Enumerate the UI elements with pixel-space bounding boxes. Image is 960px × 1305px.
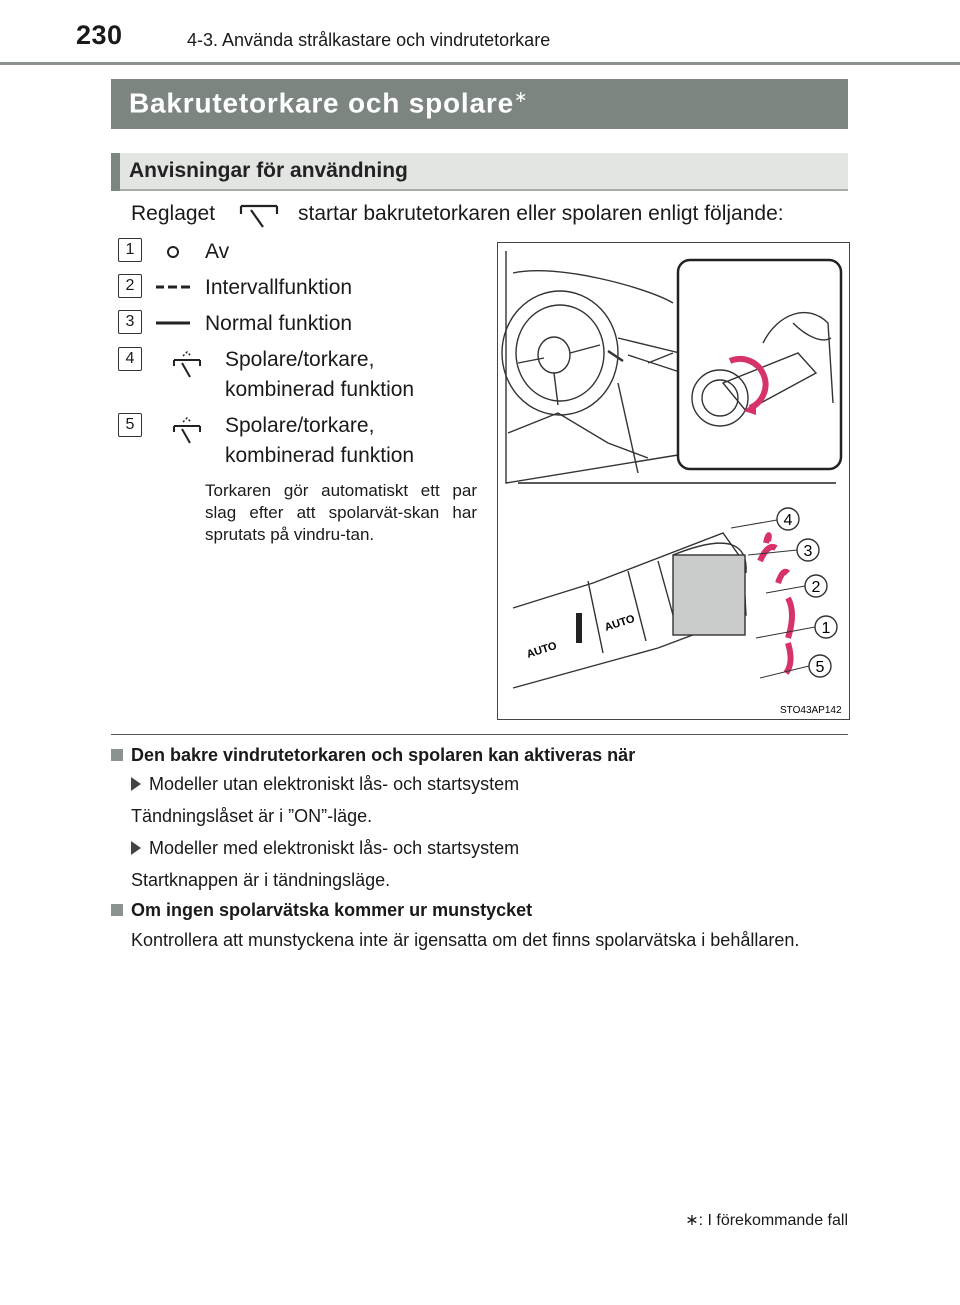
title-asterisk: ∗	[513, 89, 529, 106]
callout-3: 3	[803, 543, 813, 560]
item-label-5-line2: kombinerad funktion	[225, 444, 415, 467]
item-label-1: Av	[205, 240, 230, 263]
direction-arrows	[760, 547, 792, 673]
section-heading-2-text: Om ingen spolarvätska kommer ur munstycket	[131, 900, 533, 920]
bullet-1-detail: Tändningslåset är i ”ON”-läge.	[131, 806, 373, 826]
running-head: 4-3. Använda strålkastare och vindrutetorkare	[187, 30, 551, 50]
dashboard-drawing	[502, 251, 698, 483]
washer-wiper-icon	[171, 416, 203, 448]
subsection-bar	[111, 153, 848, 191]
page-number: 230	[76, 20, 123, 50]
section-heading-1-text: Den bakre vindrutetorkaren och spolaren kan aktiveras när	[131, 745, 636, 765]
rear-wiper-icon	[237, 200, 281, 230]
section-title-bar	[111, 79, 848, 129]
heading-square-icon	[111, 904, 123, 916]
dashed-line-icon	[154, 282, 192, 292]
washer-wiper-icon	[171, 350, 203, 382]
footnote-text: : I förekommande fall	[698, 1212, 848, 1229]
subsection-title: Anvisningar för användning	[129, 159, 408, 182]
bullet-2-text: Modeller med elektroniskt lås- och startsystem	[149, 838, 520, 858]
callout-5: 5	[815, 659, 825, 676]
item-number-4: 4	[118, 347, 142, 371]
bullet-2-detail: Startknappen är i tändningsläge.	[131, 870, 391, 890]
section-2-text: Kontrollera att munstyckena inte är igensatta om det finns spolarvätska i behållaren.	[131, 930, 800, 950]
bullet-1	[131, 774, 519, 795]
item-label-4-line1: Spolare/torkare,	[225, 348, 375, 371]
callout-4: 4	[783, 512, 793, 529]
triangle-bullet-icon	[131, 777, 141, 791]
subsection-accent	[111, 153, 120, 191]
solid-line-icon	[154, 318, 192, 328]
off-circle-icon	[164, 243, 182, 261]
section-title-text: Bakrutetorkare och spolare	[129, 87, 514, 119]
bullet-1-text: Modeller utan elektroniskt lås- och startsystem	[149, 774, 520, 794]
section-heading-1	[111, 745, 635, 766]
lever-drawing	[513, 533, 746, 688]
intro-before: Reglaget	[131, 202, 216, 225]
header-rule	[0, 62, 960, 65]
item-number-1: 1	[118, 238, 142, 262]
heading-square-icon	[111, 749, 123, 761]
item-label-5-line1: Spolare/torkare,	[225, 414, 375, 437]
callout-1: 1	[821, 620, 831, 637]
wiper-lever-figure	[497, 242, 850, 720]
lever-label-auto-2: AUTO	[525, 639, 559, 661]
item-number-2: 2	[118, 274, 142, 298]
item-number-3: 3	[118, 310, 142, 334]
wiper-note: Torkaren gör automatiskt ett par slag efter att spolarvät-skan har sprutats på vindru-tan.	[205, 481, 477, 544]
section-rule	[111, 734, 848, 735]
footnote-symbol: ∗	[685, 1212, 699, 1229]
footnote	[685, 1210, 848, 1230]
figure-code: STO43AP142	[780, 705, 842, 716]
figure-illustration	[498, 243, 849, 719]
section-heading-2	[111, 900, 532, 921]
triangle-bullet-icon	[131, 841, 141, 855]
bullet-2	[131, 838, 519, 859]
lever-label-auto-1: AUTO	[603, 612, 637, 634]
item-label-4-line2: kombinerad funktion	[225, 378, 415, 401]
item-label-2: Intervallfunktion	[205, 276, 353, 299]
intro-after: startar bakrutetorkaren eller spolaren enligt följande:	[298, 202, 784, 225]
item-label-3: Normal funktion	[205, 312, 353, 335]
callout-2: 2	[811, 579, 821, 596]
section-title	[129, 87, 528, 119]
item-number-5: 5	[118, 413, 142, 437]
